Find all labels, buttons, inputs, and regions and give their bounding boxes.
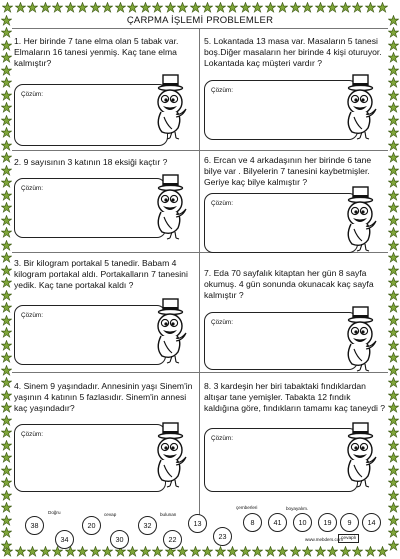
star-icon bbox=[115, 2, 126, 13]
answer-box-6[interactable] bbox=[204, 193, 358, 253]
star-icon bbox=[40, 546, 51, 557]
star-icon bbox=[1, 502, 12, 513]
star-icon bbox=[1, 65, 12, 76]
solution-label: Çözüm: bbox=[21, 312, 44, 319]
star-icon bbox=[165, 2, 176, 13]
star-icon bbox=[388, 265, 399, 276]
answer-box-7[interactable] bbox=[204, 312, 358, 370]
star-icon bbox=[1, 27, 12, 38]
star-icon bbox=[388, 140, 399, 151]
star-icon bbox=[2, 2, 13, 13]
question-2-number: 2. bbox=[14, 157, 22, 167]
star-icon bbox=[388, 390, 399, 401]
star-icon bbox=[388, 327, 399, 338]
star-icon bbox=[388, 290, 399, 301]
star-icon bbox=[1, 40, 12, 51]
star-icon bbox=[1, 415, 12, 426]
star-icon bbox=[388, 365, 399, 376]
star-icon bbox=[352, 546, 363, 557]
star-icon bbox=[215, 2, 226, 13]
answer-bubble[interactable]: 10 bbox=[293, 513, 312, 532]
star-icon bbox=[1, 227, 12, 238]
bubble-label: bulunan bbox=[160, 512, 177, 517]
star-icon bbox=[90, 546, 101, 557]
star-icon bbox=[90, 2, 101, 13]
question-4-number: 4. bbox=[14, 381, 22, 391]
star-icon bbox=[388, 202, 399, 213]
star-icon bbox=[215, 546, 226, 557]
star-icon bbox=[315, 546, 326, 557]
star-icon bbox=[290, 2, 301, 13]
solution-label: Çözüm: bbox=[21, 91, 44, 98]
answer-bubble[interactable]: 9 bbox=[340, 513, 359, 532]
star-icon bbox=[388, 40, 399, 51]
star-icon bbox=[1, 265, 12, 276]
star-icon bbox=[1, 365, 12, 376]
star-icon bbox=[1, 315, 12, 326]
star-icon bbox=[388, 477, 399, 488]
answer-box-5[interactable] bbox=[204, 80, 358, 140]
star-icon bbox=[1, 165, 12, 176]
star-icon bbox=[1, 527, 12, 538]
star-icon bbox=[388, 152, 399, 163]
star-icon bbox=[277, 2, 288, 13]
star-icon bbox=[190, 546, 201, 557]
star-icon bbox=[388, 190, 399, 201]
star-icon bbox=[65, 2, 76, 13]
solution-label: Çözüm: bbox=[21, 431, 44, 438]
answer-box-2[interactable] bbox=[14, 178, 166, 238]
star-icon bbox=[27, 546, 38, 557]
star-icon bbox=[388, 352, 399, 363]
star-icon bbox=[1, 540, 12, 551]
star-icon bbox=[388, 440, 399, 451]
star-icon bbox=[388, 127, 399, 138]
question-6-text: Ercan ve 4 arkadaşının her birinde 6 tane bilye var . Bilyelerin 7 tanesini kaybetmişler. Geriye kaç bilye kalmıştır ? bbox=[204, 155, 372, 187]
star-icon bbox=[1, 290, 12, 301]
star-icon bbox=[388, 277, 399, 288]
question-1 bbox=[14, 36, 194, 69]
question-5-text: Lokantada 13 masa var. Masaların 5 tanesi boş.Diğer masaların her birinde 4 kişi oturuyor. Lokantada kaç müşteri vardır ? bbox=[204, 36, 382, 68]
star-icon bbox=[388, 65, 399, 76]
star-icon bbox=[1, 102, 12, 113]
question-1-text: Her birinde 7 tane elma olan 5 tabak var. Elmaların 16 tanesi yenmiş. Kaç tane elma kalmıştır? bbox=[14, 36, 179, 68]
star-icon bbox=[388, 515, 399, 526]
star-icon bbox=[1, 190, 12, 201]
answer-bubble[interactable]: 14 bbox=[362, 513, 381, 532]
footer-badge: cevaplı bbox=[338, 534, 359, 543]
star-icon bbox=[377, 546, 388, 557]
answer-box-1[interactable] bbox=[14, 84, 168, 146]
star-icon bbox=[388, 415, 399, 426]
answer-box-4[interactable] bbox=[14, 424, 166, 492]
star-icon bbox=[15, 546, 26, 557]
star-icon bbox=[388, 252, 399, 263]
star-icon bbox=[388, 527, 399, 538]
divider-line-3 bbox=[12, 372, 388, 373]
question-2 bbox=[14, 157, 194, 168]
column-divider bbox=[199, 28, 200, 518]
star-icon bbox=[15, 2, 26, 13]
answer-bubble[interactable]: 23 bbox=[213, 527, 232, 546]
star-icon bbox=[327, 2, 338, 13]
star-icon bbox=[388, 340, 399, 351]
star-icon bbox=[102, 546, 113, 557]
star-icon bbox=[388, 452, 399, 463]
star-icon bbox=[177, 546, 188, 557]
star-icon bbox=[240, 2, 251, 13]
answer-bubble[interactable]: 32 bbox=[138, 516, 157, 535]
bird-icon bbox=[150, 172, 194, 240]
divider-line-1 bbox=[12, 150, 388, 151]
star-icon bbox=[1, 515, 12, 526]
star-icon bbox=[352, 2, 363, 13]
question-7-text: Eda 70 sayfalık kitaptan her gün 8 sayfa okumuş. 4 gün sonunda okunacak kaç sayfa kalmıştır ? bbox=[204, 268, 374, 300]
bird-icon bbox=[150, 296, 194, 364]
star-icon bbox=[1, 402, 12, 413]
star-icon bbox=[140, 546, 151, 557]
question-5-number: 5. bbox=[204, 36, 212, 46]
star-icon bbox=[388, 165, 399, 176]
star-icon bbox=[227, 546, 238, 557]
star-icon bbox=[1, 327, 12, 338]
bubble-label: boyayalım. bbox=[286, 506, 309, 511]
question-7 bbox=[204, 268, 386, 301]
star-icon bbox=[290, 546, 301, 557]
page-title: ÇARPMA İŞLEMİ PROBLEMLER bbox=[126, 15, 274, 26]
star-icon bbox=[27, 2, 38, 13]
bird-icon bbox=[340, 184, 384, 252]
star-icon bbox=[1, 277, 12, 288]
star-icon bbox=[40, 2, 51, 13]
solution-label: Çözüm: bbox=[211, 200, 234, 207]
solution-label: Çözüm: bbox=[21, 185, 44, 192]
star-icon bbox=[388, 227, 399, 238]
star-icon bbox=[177, 2, 188, 13]
question-5 bbox=[204, 36, 386, 69]
star-icon bbox=[327, 546, 338, 557]
footer-site: www.mebders.com bbox=[305, 537, 344, 542]
bird-icon bbox=[340, 420, 384, 488]
star-icon bbox=[1, 127, 12, 138]
question-8 bbox=[204, 381, 386, 414]
answer-bubble[interactable]: 38 bbox=[25, 516, 44, 535]
star-icon bbox=[1, 390, 12, 401]
star-icon bbox=[152, 2, 163, 13]
question-7-number: 7. bbox=[204, 268, 212, 278]
star-icon bbox=[388, 90, 399, 101]
star-icon bbox=[302, 2, 313, 13]
star-icon bbox=[202, 546, 213, 557]
star-icon bbox=[388, 302, 399, 313]
star-icon bbox=[388, 27, 399, 38]
bird-icon bbox=[340, 72, 384, 140]
star-icon bbox=[388, 540, 399, 551]
star-icon bbox=[1, 352, 12, 363]
star-icon bbox=[1, 377, 12, 388]
star-icon bbox=[127, 546, 138, 557]
star-icon bbox=[1, 427, 12, 438]
bubble-label: çemberleri bbox=[236, 505, 258, 510]
star-icon bbox=[1, 215, 12, 226]
star-icon bbox=[1, 465, 12, 476]
star-icon bbox=[240, 546, 251, 557]
star-icon bbox=[140, 2, 151, 13]
star-icon bbox=[365, 2, 376, 13]
star-icon bbox=[265, 546, 276, 557]
star-icon bbox=[388, 77, 399, 88]
question-8-text: 3 kardeşin her biri tabaktaki fındıklardan altışar tane yemişler. Tabakta 12 fındık kaldığına göre, fındıkların tamamı kaç taneydi ? bbox=[204, 381, 386, 413]
star-icon bbox=[1, 202, 12, 213]
answer-bubble[interactable]: 20 bbox=[82, 516, 101, 535]
star-icon bbox=[388, 240, 399, 251]
star-icon bbox=[1, 152, 12, 163]
question-3 bbox=[14, 258, 194, 291]
solution-label: Çözüm: bbox=[211, 435, 234, 442]
answer-box-8[interactable] bbox=[204, 428, 358, 492]
star-icon bbox=[388, 427, 399, 438]
star-icon bbox=[1, 90, 12, 101]
star-icon bbox=[1, 490, 12, 501]
answer-bubble[interactable]: 13 bbox=[188, 514, 207, 533]
bubble-label: Doğru bbox=[48, 510, 61, 515]
star-icon bbox=[52, 2, 63, 13]
star-icon bbox=[340, 2, 351, 13]
star-icon bbox=[302, 546, 313, 557]
star-icon bbox=[388, 102, 399, 113]
divider-line-top bbox=[12, 28, 388, 29]
star-icon bbox=[388, 402, 399, 413]
solution-label: Çözüm: bbox=[211, 87, 234, 94]
question-6-number: 6. bbox=[204, 155, 212, 165]
star-icon bbox=[1, 240, 12, 251]
star-icon bbox=[388, 315, 399, 326]
question-3-text: Bir kilogram portakal 5 tanedir. Babam 4 kilogram portakal aldı. Portakalların 7 tanesini yedik. Kaç tane portakal kaldı ? bbox=[14, 258, 188, 290]
star-icon bbox=[202, 2, 213, 13]
question-4-text: Sinem 9 yaşındadır. Annesinin yaşı Sinem'in yaşının 4 katının 5 fazlasıdır. Sinem'in annesi kaç yaşındadır? bbox=[14, 381, 193, 413]
answer-bubble[interactable]: 22 bbox=[163, 530, 182, 549]
star-icon bbox=[388, 177, 399, 188]
star-icon bbox=[388, 502, 399, 513]
question-3-number: 3. bbox=[14, 258, 22, 268]
star-icon bbox=[252, 546, 263, 557]
star-icon bbox=[77, 546, 88, 557]
star-icon bbox=[388, 377, 399, 388]
star-icon bbox=[152, 546, 163, 557]
solution-label: Çözüm: bbox=[211, 319, 234, 326]
star-icon bbox=[127, 2, 138, 13]
star-icon bbox=[388, 215, 399, 226]
star-icon bbox=[1, 477, 12, 488]
star-icon bbox=[252, 2, 263, 13]
star-icon bbox=[102, 2, 113, 13]
question-4 bbox=[14, 381, 194, 414]
answer-bubble[interactable]: 34 bbox=[55, 530, 74, 549]
star-icon bbox=[1, 77, 12, 88]
bird-icon bbox=[150, 420, 194, 488]
star-icon bbox=[1, 252, 12, 263]
star-icon bbox=[377, 2, 388, 13]
star-icon bbox=[315, 2, 326, 13]
star-icon bbox=[1, 177, 12, 188]
question-2-text: 9 sayısının 3 katının 18 eksiği kaçtır ? bbox=[23, 157, 168, 167]
star-icon bbox=[227, 2, 238, 13]
star-icon bbox=[365, 546, 376, 557]
star-icon bbox=[340, 546, 351, 557]
bird-icon bbox=[150, 72, 194, 140]
star-icon bbox=[1, 340, 12, 351]
answer-box-3[interactable] bbox=[14, 305, 166, 365]
star-icon bbox=[388, 490, 399, 501]
question-1-number: 1. bbox=[14, 36, 22, 46]
star-icon bbox=[265, 2, 276, 13]
answer-bubble[interactable]: 8 bbox=[243, 513, 262, 532]
answer-bubble[interactable]: 41 bbox=[268, 513, 287, 532]
star-icon bbox=[1, 440, 12, 451]
star-icon bbox=[1, 452, 12, 463]
answer-bubble[interactable]: 19 bbox=[318, 513, 337, 532]
bubble-label: cevap bbox=[104, 512, 117, 517]
star-icon bbox=[388, 465, 399, 476]
star-icon bbox=[388, 52, 399, 63]
bird-icon bbox=[340, 304, 384, 372]
answer-bubble[interactable]: 30 bbox=[110, 530, 129, 549]
question-8-number: 8. bbox=[204, 381, 212, 391]
star-icon bbox=[277, 546, 288, 557]
star-icon bbox=[1, 115, 12, 126]
star-icon bbox=[388, 115, 399, 126]
star-icon bbox=[1, 52, 12, 63]
star-icon bbox=[1, 140, 12, 151]
star-icon bbox=[77, 2, 88, 13]
star-icon bbox=[1, 302, 12, 313]
star-icon bbox=[190, 2, 201, 13]
